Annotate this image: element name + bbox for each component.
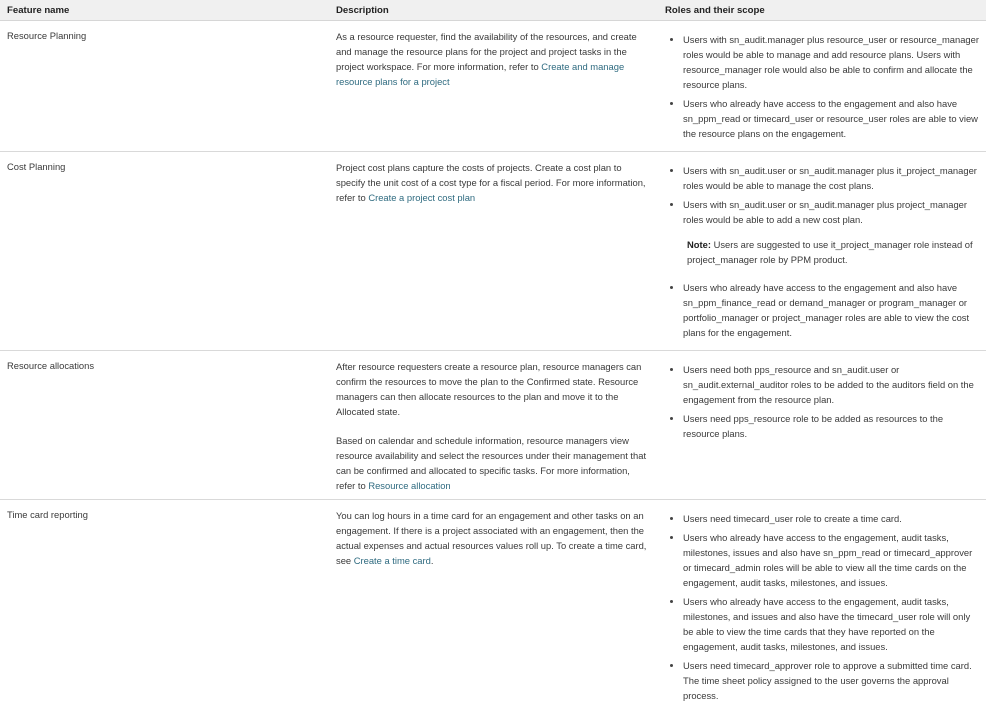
list-item: Users with sn_audit.user or sn_audit.manager plus it_project_manager roles would be able to manage the cost plans. [683, 163, 979, 193]
list-item: Users who already have access to the engagement and also have sn_ppm_read or timecard_user or resource_user roles are able to view the resource plans on the engagement. [683, 96, 979, 141]
description-text: After resource requesters create a resource plan, resource managers can confirm the resources to move the plan to the Confirmed state. Resource managers can then allocate resources to the plan and move it to the Allocated state. [336, 359, 651, 419]
list-item: Users who already have access to the engagement, audit tasks, milestones, issues and also have sn_ppm_read or timecard_approver or timecard_admin roles will be able to view all the time cards on the engagement, audit tasks, milestones, and issues. [683, 530, 979, 590]
header-feature-name: Feature name [0, 0, 329, 21]
roles-list [665, 511, 979, 703]
description-cell [329, 21, 658, 152]
table-header-row [0, 0, 986, 21]
roles-cell [658, 500, 986, 713]
note-text: Users are suggested to use it_project_manager role instead of project_manager role by PPM product. [687, 239, 973, 265]
list-item: Users need pps_resource role to be added as resources to the resource plans. [683, 411, 979, 441]
table-row [0, 152, 986, 351]
resource-allocation-link[interactable]: Resource allocation [368, 480, 450, 491]
resource-plans-link[interactable]: Create and manage resource plans for a project [336, 61, 624, 87]
note-label: Note: [687, 239, 711, 250]
table-row [0, 351, 986, 500]
note-box [687, 237, 979, 267]
list-item: Users who already have access to the engagement, audit tasks, milestones, and issues and also have the timecard_user role will only be able to view the time cards that they have reported on the engagement, audit tasks, milestones, and issues. [683, 594, 979, 654]
description-cell [329, 351, 658, 500]
description-text: Based on calendar and schedule information, resource managers view resource availability and select the resources under their management that can be confirmed and allocated to specific tasks. For more information, refer to Resource allocation [336, 433, 651, 493]
table-row [0, 21, 986, 152]
list-item: Users need timecard_approver role to approve a submitted time card. The time sheet policy assigned to the user governs the approval process. [683, 658, 979, 703]
list-item: Users need timecard_user role to create a time card. [683, 511, 979, 526]
header-roles: Roles and their scope [658, 0, 986, 21]
feature-name: Cost Planning [0, 152, 329, 351]
cost-plan-link[interactable]: Create a project cost plan [368, 192, 475, 203]
feature-name: Resource Planning [0, 21, 329, 152]
table-row [0, 500, 986, 713]
list-item: Users with sn_audit.manager plus resource_user or resource_manager roles would be able to manage and add resource plans. Users with resource_manager role would also be able to confirm and allocate the resource plans. [683, 32, 979, 92]
description-text: Project cost plans capture the costs of projects. Create a cost plan to specify the unit cost of a cost type for a fiscal period. For more information, refer to Create a project cost plan [336, 160, 651, 205]
list-item: Users need both pps_resource and sn_audit.user or sn_audit.external_auditor roles to be added to the auditors field on the engagement from the resource plan. [683, 362, 979, 407]
roles-cell [658, 351, 986, 500]
time-card-link[interactable]: Create a time card [354, 555, 431, 566]
description-cell [329, 500, 658, 713]
roles-cell [658, 152, 986, 351]
feature-name: Time card reporting [0, 500, 329, 713]
feature-name: Resource allocations [0, 351, 329, 500]
description-text: You can log hours in a time card for an engagement and other tasks on an engagement. If there is a project associated with an engagement, then the actual expenses and actual resources values roll up. To create a time card, see Create a time card. [336, 508, 651, 568]
description-text: As a resource requester, find the availability of the resources, and create and manage the resource plans for the project and project tasks in the project workspace. For more information, refer to Create and manage resource plans for a project [336, 29, 651, 89]
roles-list [665, 163, 979, 227]
header-description: Description [329, 0, 658, 21]
roles-list [665, 32, 979, 141]
list-item: Users with sn_audit.user or sn_audit.manager plus project_manager roles would be able to add a new cost plan. [683, 197, 979, 227]
description-cell [329, 152, 658, 351]
roles-cell [658, 21, 986, 152]
list-item: Users who already have access to the engagement and also have sn_ppm_finance_read or demand_manager or program_manager or portfolio_manager or project_manager roles are able to view the cost plans for the engagement. [683, 280, 979, 340]
roles-list [665, 362, 979, 441]
roles-list [665, 280, 979, 340]
